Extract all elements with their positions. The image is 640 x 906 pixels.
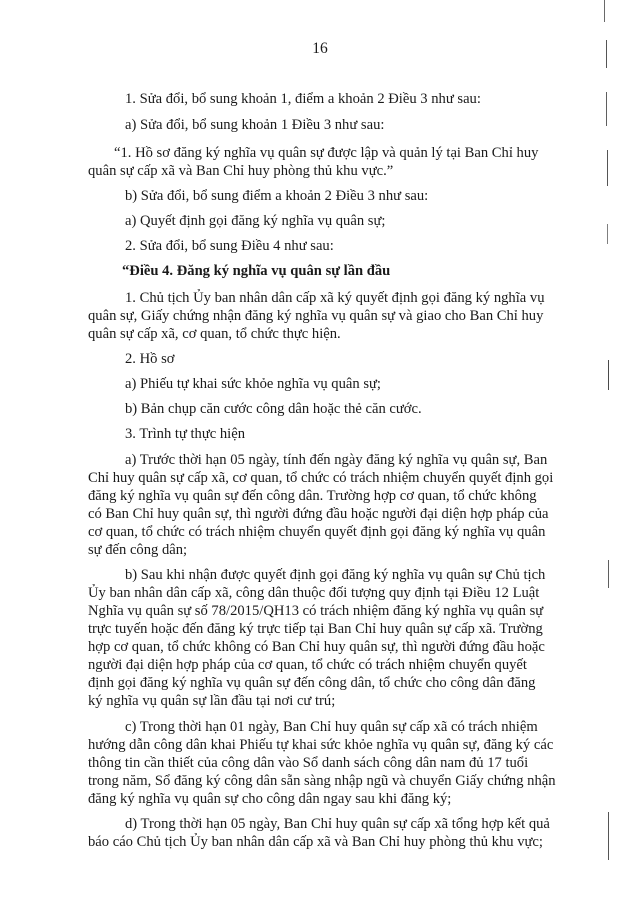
point-a-text: a) Quyết định gọi đăng ký nghĩa vụ quân sự;: [125, 213, 386, 229]
page-number: 16: [312, 40, 328, 57]
scan-edge-mark: [607, 150, 608, 186]
scan-edge-mark: [608, 560, 609, 588]
procedure-step-a: Chỉ huy quân sự cấp xã, cơ quan, tổ chức có trách nhiệm chuyển quyết định gọi: [88, 470, 554, 486]
clause-1-text: quân sự cấp xã và Ban Chỉ huy phòng thủ khu vực.”: [88, 163, 394, 179]
dossier-item-b: b) Bản chụp căn cước công dân hoặc thẻ căn cước.: [125, 401, 422, 417]
scan-edge-mark: [607, 224, 608, 244]
point-b-heading: b) Sửa đổi, bổ sung điểm a khoản 2 Điều 3 như sau:: [125, 188, 429, 204]
dossier-heading: 2. Hồ sơ: [125, 351, 175, 367]
section-2-heading: 2. Sửa đổi, bổ sung Điều 4 như sau:: [125, 238, 334, 254]
procedure-step-d: báo cáo Chủ tịch Ủy ban nhân dân cấp xã và Ban Chỉ huy phòng thủ khu vực;: [88, 834, 543, 850]
scan-edge-mark: [608, 812, 609, 860]
procedure-step-c: c) Trong thời hạn 01 ngày, Ban Chỉ huy quân sự cấp xã có trách nhiệm: [125, 719, 538, 735]
procedure-step-b: hợp cơ quan, tổ chức không có Ban Chỉ huy quân sự, thì người đứng đầu hoặc: [88, 639, 545, 655]
point-a-heading: a) Sửa đổi, bổ sung khoản 1 Điều 3 như sau:: [125, 117, 385, 133]
procedure-heading: 3. Trình tự thực hiện: [125, 426, 246, 442]
procedure-step-b: người đại diện hợp pháp của cơ quan, tổ chức có trách nhiệm chuyển quyết: [88, 657, 527, 673]
procedure-step-c: trong năm, Sổ đăng ký công dân sẵn sàng nhập ngũ và chuyển Giấy chứng nhận: [88, 773, 556, 789]
dossier-item-a: a) Phiếu tự khai sức khỏe nghĩa vụ quân sự;: [125, 376, 381, 392]
article-4-para-1: quân sự cấp xã, cơ quan, tổ chức thực hiện.: [88, 326, 341, 342]
procedure-step-d: d) Trong thời hạn 05 ngày, Ban Chỉ huy quân sự cấp xã tổng hợp kết quả: [125, 816, 550, 832]
procedure-step-b: Ủy ban nhân dân cấp xã, công dân thuộc đối tượng quy định tại Điều 12 Luật: [88, 585, 540, 601]
procedure-step-b: b) Sau khi nhận được quyết định gọi đăng ký nghĩa vụ quân sự Chủ tịch: [125, 567, 546, 583]
procedure-step-a: sự đến công dân;: [88, 542, 188, 558]
article-4-title: “Điều 4. Đăng ký nghĩa vụ quân sự lần đầu: [122, 263, 391, 279]
scan-edge-mark: [606, 92, 607, 126]
procedure-step-c: đăng ký nghĩa vụ quân sự cho công dân ngay sau khi đăng ký;: [88, 791, 452, 807]
scan-edge-mark: [604, 0, 605, 22]
procedure-step-a: a) Trước thời hạn 05 ngày, tính đến ngày đăng ký nghĩa vụ quân sự, Ban: [125, 452, 548, 468]
article-4-para-1: quân sự, Giấy chứng nhận đăng ký nghĩa vụ quân sự và giao cho Ban Chỉ huy: [88, 308, 544, 324]
procedure-step-a: cơ quan, tổ chức có trách nhiệm chuyển quyết định gọi đăng ký nghĩa vụ quân: [88, 524, 546, 540]
procedure-step-b: định gọi đăng ký nghĩa vụ quân sự đến công dân, tổ chức cho công dân đăng: [88, 675, 536, 691]
procedure-step-b: trực tuyến hoặc đến đăng ký trực tiếp tại Ban Chỉ huy quân sự cấp xã. Trường: [88, 621, 543, 637]
procedure-step-a: đăng ký nghĩa vụ quân sự đến công dân. Trường hợp cơ quan, tổ chức không: [88, 488, 537, 504]
clause-1-text: “1. Hồ sơ đăng ký nghĩa vụ quân sự được lập và quản lý tại Ban Chỉ huy: [114, 145, 539, 161]
article-4-para-1: 1. Chủ tịch Ủy ban nhân dân cấp xã ký quyết định gọi đăng ký nghĩa vụ: [125, 290, 545, 306]
procedure-step-b: Nghĩa vụ quân sự số 78/2015/QH13 có trách nhiệm đăng ký nghĩa vụ quân sự: [88, 603, 544, 619]
section-1-heading: 1. Sửa đổi, bổ sung khoản 1, điểm a khoản 2 Điều 3 như sau:: [125, 91, 481, 107]
scan-edge-mark: [606, 40, 607, 68]
scan-edge-mark: [608, 360, 609, 390]
procedure-step-c: hướng dẫn công dân khai Phiếu tự khai sức khỏe nghĩa vụ quân sự, đăng ký các: [88, 737, 554, 753]
procedure-step-b: ký nghĩa vụ quân sự lần đầu tại nơi cư trú;: [88, 693, 336, 709]
procedure-step-c: thông tin cần thiết của công dân vào Sổ danh sách công dân nam đủ 17 tuổi: [88, 755, 529, 771]
procedure-step-a: có Ban Chỉ huy quân sự, thì người đứng đầu hoặc người đại diện hợp pháp của: [88, 506, 549, 522]
